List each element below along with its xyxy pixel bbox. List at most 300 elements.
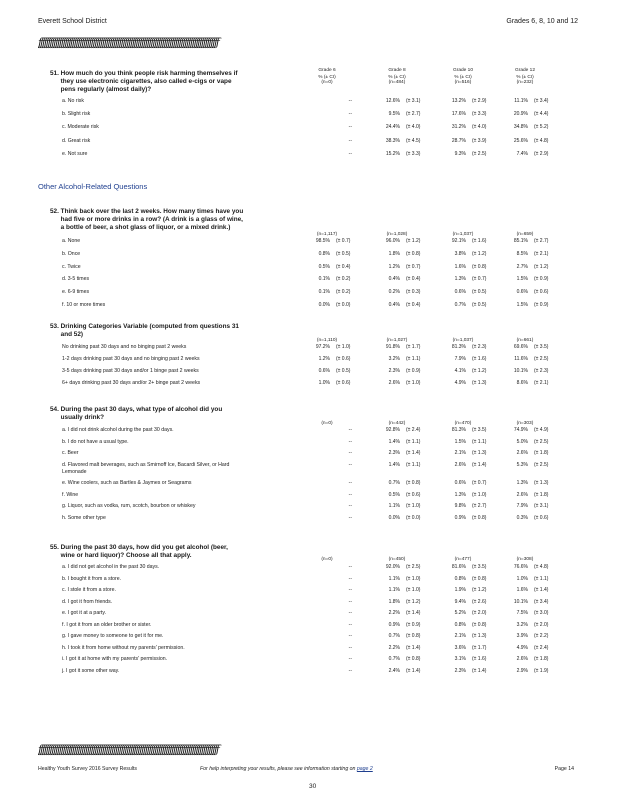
grade-value: 2.1% (454, 633, 466, 639)
grade6-value: -- (348, 633, 352, 639)
grade-value: 2.9% (516, 667, 528, 674)
grade-value: 81.3% (451, 344, 466, 350)
header-rule: ƒƒƒƒƒƒƒƒƒƒƒƒƒƒƒƒƒƒƒƒƒƒƒƒƒƒƒƒƒƒƒƒƒƒƒƒƒƒƒƒƒƒƒƒƒƒƒƒƒƒƒƒƒƒƒƒƒƒƒƒƒƒƒƒƒƒƒƒƒƒƒƒƒƒƒƒƒƒƒƒƒƒƒƒƒƒƒƒƒƒƒƒƒƒƒƒ (38, 37, 218, 49)
grade-value: 2.3% (388, 450, 400, 456)
grade-ci: (± 3.0) (534, 610, 549, 616)
q51-option-label: e. Not sure (62, 150, 88, 157)
grade-ci: (± 0.0) (336, 302, 351, 308)
grade-ci: (± 1.6) (472, 656, 487, 662)
q52-n-count: (n=659) (516, 232, 534, 237)
grade-ci: (± 0.9) (534, 302, 549, 308)
grade-value: 0.7% (388, 480, 400, 486)
q51-question-text: 51. How much do you think people risk harming themselves if they use electronic cigarettes, also called e-cigs or vape pens regularly (almost daily)? (50, 70, 238, 93)
grade-value: 0.7% (388, 633, 400, 639)
district-header: Everett School District (38, 18, 107, 25)
grade-value: 9.3% (454, 150, 466, 157)
q55-n-count: (n=0) (321, 557, 333, 562)
pct-label: % (± CI) (454, 75, 472, 80)
q53-n-count: (n=1,027) (386, 338, 408, 343)
grades-header: Grades 6, 8, 10 and 12 (506, 18, 578, 25)
grade-ci: (± 4.0) (472, 124, 487, 131)
q54-option-label: d. Flavored malt beverages, such as Smirnoff Ice, Bacardi Silver, or Hard (62, 461, 230, 468)
grade-value: 1.3% (454, 491, 466, 498)
grade-value: 85.1% (513, 238, 528, 244)
grade-ci: (± 0.7) (406, 263, 421, 270)
grade-ci: (± 0.8) (472, 575, 487, 582)
grade-ci: (± 2.9) (534, 150, 549, 157)
grade-ci: (± 1.4) (406, 450, 421, 456)
grade-ci: (± 0.5) (336, 368, 351, 374)
grade-ci: (± 2.5) (534, 438, 549, 445)
grade-value: 7.9% (516, 503, 528, 509)
q53-option-label: 1-2 days drinking past 30 days and no binging past 2 weeks (62, 356, 200, 362)
grade-value: 2.3% (454, 667, 466, 674)
grade-value: 92.1% (451, 238, 466, 244)
grade-ci: (± 1.3) (472, 450, 487, 456)
grade-ci: (± 1.4) (472, 667, 487, 674)
grade-ci: (± 3.5) (472, 427, 487, 433)
q51-option-label: d. Great risk (62, 137, 91, 144)
grade-value: 24.4% (385, 124, 400, 131)
grade-value: 17.6% (451, 111, 466, 118)
grade-value: 0.8% (454, 575, 466, 582)
grade-ci: (± 2.9) (472, 98, 487, 104)
grade6-value: -- (348, 610, 352, 616)
grade-ci: (± 5.2) (534, 124, 549, 131)
pct-label: % (± CI) (318, 75, 336, 80)
grade-ci: (± 3.3) (406, 150, 421, 157)
grade-ci: (± 1.1) (406, 438, 421, 445)
q55-option-label: e. I got it at a party. (62, 610, 107, 616)
grade-ci: (± 1.2) (472, 587, 487, 593)
grade-value: 2.6% (388, 380, 400, 386)
grade-value: 4.1% (454, 368, 466, 374)
q54-n-count: (n=442) (388, 421, 406, 426)
grade-ci: (± 1.0) (472, 491, 487, 498)
q52-option-label: d. 3-5 times (62, 276, 90, 283)
grade-value: 1.4% (388, 461, 400, 468)
grade-value: 0.6% (454, 289, 466, 296)
grade-value: 4.9% (454, 380, 466, 386)
grade-ci: (± 0.5) (336, 250, 351, 257)
grade-value: 9.8% (454, 503, 466, 509)
q53-option-label: 6+ days drinking past 30 days and/or 2+ binge past 2 weeks (62, 380, 201, 386)
q55-n-count: (n=308) (516, 557, 534, 562)
grade-ci: (± 3.5) (534, 344, 549, 350)
grade6-value: -- (348, 621, 352, 628)
grade-ci: (± 1.0) (406, 380, 421, 386)
q51-n-count: (n=0) (321, 80, 333, 85)
grade-value: 11.6% (514, 356, 528, 362)
grade-value: 0.9% (454, 514, 466, 521)
grade-value: 2.7% (516, 263, 528, 270)
q53-n-count: (n=1,110) (316, 338, 338, 343)
grade-ci: (± 1.2) (534, 263, 549, 270)
grade-ci: (± 2.5) (534, 356, 549, 362)
grade-ci: (± 1.1) (534, 575, 549, 582)
grade-ci: (± 4.0) (406, 124, 421, 131)
grade-value: 0.2% (388, 289, 400, 296)
grade-value: 1.8% (388, 250, 400, 257)
grade-ci: (± 4.9) (534, 427, 549, 433)
grade-value: 92.0% (385, 564, 400, 570)
footer-page-label: Page 14 (554, 766, 574, 772)
q53-option-label: 3-5 days drinking past 30 days and/or 1 binge past 2 weeks (62, 368, 199, 374)
grade-ci: (± 0.8) (406, 480, 421, 486)
q51-n-count: (n=232) (516, 80, 534, 85)
grade-ci: (± 1.7) (472, 644, 487, 651)
grade-value: 0.4% (388, 302, 400, 308)
q55-option-label: d. I got it from friends. (62, 598, 113, 605)
grade-ci: (± 0.4) (406, 302, 421, 308)
grade-ci: (± 3.1) (406, 98, 421, 104)
grade-ci: (± 0.3) (406, 289, 421, 296)
grade-value: 81.3% (451, 427, 466, 433)
grade-value: 0.7% (454, 302, 466, 308)
grade-value: 0.7% (388, 656, 400, 662)
grade-ci: (± 2.5) (534, 461, 549, 468)
grade-value: 2.2% (388, 610, 400, 616)
grade-value: 2.6% (516, 491, 528, 498)
grade-ci: (± 0.8) (406, 633, 421, 639)
grade-value: 5.0% (516, 438, 528, 445)
grade-value: 69.6% (513, 344, 528, 350)
q55-option-label: h. I took it from home without my parents' permission. (62, 644, 185, 651)
grade-value: 0.1% (318, 289, 330, 296)
grade-ci: (± 1.3) (534, 480, 549, 486)
q54-n-count: (n=0) (321, 421, 333, 426)
q54-option-label: f. Wine (62, 491, 79, 498)
grade-ci: (± 0.8) (406, 250, 421, 257)
grade-ci: (± 0.7) (472, 276, 487, 283)
grade-ci: (± 2.7) (534, 238, 549, 244)
q55-option-label: b. I bought it from a store. (62, 575, 122, 582)
grade6-value: -- (348, 427, 352, 433)
grade-ci: (± 1.8) (534, 450, 549, 456)
grade-ci: (± 1.4) (534, 587, 549, 593)
q53-option-label: No drinking past 30 days and no binging past 2 weeks (62, 344, 187, 350)
grade-ci: (± 1.6) (472, 356, 487, 362)
grade-ci: (± 2.4) (534, 644, 549, 651)
grade-ci: (± 4.8) (534, 137, 549, 144)
grade6-value: -- (348, 124, 352, 131)
grade-value: 2.6% (516, 450, 528, 456)
grade-ci: (± 1.8) (534, 656, 549, 662)
grade-ci: (± 0.9) (406, 368, 421, 374)
grade-ci: (± 2.6) (472, 598, 487, 605)
q51-option-label: b. Slight risk (62, 111, 91, 118)
grade-value: 1.5% (516, 302, 528, 308)
grade-value: 1.6% (454, 263, 466, 270)
grade-value: 0.6% (454, 480, 466, 486)
grade-value: 2.2% (388, 644, 400, 651)
pct-label: % (± CI) (388, 75, 406, 80)
q52-option-label: c. Twice (62, 263, 81, 270)
grade-value: 20.9% (513, 111, 528, 118)
q55-option-label: g. I gave money to someone to get it for me. (62, 633, 164, 639)
grade-value: 25.6% (513, 137, 528, 144)
grade-ci: (± 2.5) (406, 564, 421, 570)
grade-value: 12.6% (385, 98, 400, 104)
grade-value: 9.5% (388, 111, 400, 118)
grade-value: 1.1% (388, 503, 400, 509)
grade-value: 74.9% (513, 427, 528, 433)
q54-n-count: (n=303) (516, 421, 534, 426)
grade-ci: (± 1.0) (406, 575, 421, 582)
grade-value: 0.0% (388, 514, 400, 521)
q51-n-count: (n=516) (454, 80, 472, 85)
grade-ci: (± 0.8) (472, 263, 487, 270)
grade-value: 4.9% (516, 644, 528, 651)
grade-value: 3.2% (388, 356, 400, 362)
q52-n-count: (n=1,117) (316, 232, 338, 237)
grade-value: 3.9% (516, 633, 528, 639)
grade6-value: -- (348, 491, 352, 498)
grade-header: Grade 10 (452, 68, 473, 73)
grade-value: 3.1% (454, 656, 466, 662)
q52-option-label: e. 6-9 times (62, 289, 90, 296)
grade-ci: (± 0.8) (472, 621, 487, 628)
grade6-value: -- (348, 667, 352, 674)
grade-value: 1.4% (388, 438, 400, 445)
grade-ci: (± 2.3) (534, 368, 549, 374)
grade-value: 3.6% (454, 644, 466, 651)
q54-option-label: g. Liquor, such as vodka, rum, scotch, bourbon or whiskey (62, 503, 196, 509)
grade-ci: (± 1.0) (336, 344, 351, 350)
grade-value: 2.6% (516, 656, 528, 662)
grade-ci: (± 0.0) (406, 514, 421, 521)
grade-ci: (± 1.4) (406, 644, 421, 651)
grade6-value: -- (348, 575, 352, 582)
q53-question-text: 53. Drinking Categories Variable (computed from questions 31 and 52) (50, 323, 239, 338)
grade-ci: (± 2.1) (534, 250, 549, 257)
grade-value: 0.8% (454, 621, 466, 628)
grade-ci: (± 0.4) (336, 263, 351, 270)
grade-value: 38.3% (385, 137, 400, 144)
grade-ci: (± 2.7) (406, 111, 421, 118)
q53-n-count: (n=1,037) (452, 338, 474, 343)
grade-header: Grade 8 (388, 68, 406, 73)
q52-option-label: f. 10 or more times (62, 302, 106, 308)
grade6-value: -- (348, 150, 352, 157)
grade-ci: (± 1.1) (406, 356, 421, 362)
grade-ci: (± 1.8) (534, 491, 549, 498)
q53-n-count: (n=661) (516, 338, 534, 343)
grade6-value: -- (348, 137, 352, 144)
q54-option-label-cont: Lemonade (62, 468, 87, 475)
grade-value: 10.1% (513, 598, 528, 605)
q55-question-text: 55. During the past 30 days, how did you get alcohol (beer, wine or hard liquor)? Choose all that apply. (50, 544, 228, 559)
grade-value: 0.3% (516, 514, 528, 521)
grade-value: 0.9% (388, 621, 400, 628)
grade-ci: (± 1.7) (406, 344, 421, 350)
q55-option-label: f. I got it from an older brother or sister. (62, 621, 152, 628)
grade-value: 31.2% (451, 124, 466, 131)
grade-ci: (± 2.7) (472, 503, 487, 509)
grade-ci: (± 0.6) (534, 514, 549, 521)
grade6-value: -- (348, 564, 352, 570)
grade-ci: (± 1.2) (472, 368, 487, 374)
grade-value: 0.8% (318, 250, 330, 257)
grade-ci: (± 1.3) (472, 380, 487, 386)
grade-ci: (± 1.0) (406, 587, 421, 593)
grade-value: 1.3% (516, 480, 528, 486)
grade-value: 28.7% (451, 137, 466, 144)
grade-ci: (± 1.2) (406, 598, 421, 605)
grade-value: 2.1% (454, 450, 466, 456)
grade-value: 0.5% (388, 491, 400, 498)
grade6-value: -- (348, 111, 352, 118)
grade-ci: (± 0.8) (472, 514, 487, 521)
grade-value: 3.2% (516, 621, 528, 628)
grade-value: 13.2% (451, 98, 466, 104)
grade-value: 91.8% (385, 344, 400, 350)
q55-option-label: j. I got it some other way. (62, 667, 120, 674)
grade-ci: (± 0.9) (534, 276, 549, 283)
grade-ci: (± 1.4) (406, 610, 421, 616)
grade-ci: (± 3.1) (534, 503, 549, 509)
grade-ci: (± 1.0) (406, 503, 421, 509)
grade-value: 0.1% (318, 276, 330, 283)
footer-rule: ƒƒƒƒƒƒƒƒƒƒƒƒƒƒƒƒƒƒƒƒƒƒƒƒƒƒƒƒƒƒƒƒƒƒƒƒƒƒƒƒƒƒƒƒƒƒƒƒƒƒƒƒƒƒƒƒƒƒƒƒƒƒƒƒƒƒƒƒƒƒƒƒƒƒƒƒƒƒƒƒƒƒƒƒƒƒƒƒƒƒƒƒƒƒƒƒ (38, 744, 218, 756)
grade-ci: (± 1.6) (472, 238, 487, 244)
grade-ci: (± 2.4) (406, 427, 421, 433)
grade-ci: (± 2.0) (534, 621, 549, 628)
q55-option-label: i. I got it at home with my parents' permission. (62, 656, 168, 662)
grade-value: 7.5% (516, 610, 528, 616)
grade-value: 1.8% (388, 598, 400, 605)
grade-value: 7.9% (454, 356, 466, 362)
grade-ci: (± 4.8) (534, 564, 549, 570)
q54-option-label: e. Wine coolers, such as Bartles & Jaymes or Seagrams (62, 480, 192, 486)
grade-header: Grade 6 (318, 68, 336, 73)
q52-n-count: (n=1,028) (386, 232, 408, 237)
grade-value: 0.5% (318, 263, 330, 270)
q54-option-label: b. I do not have a usual type. (62, 438, 129, 445)
footer-help-label: For help interpreting your results, please see information starting on (200, 766, 356, 772)
grade-ci: (± 3.9) (472, 137, 487, 144)
grade-value: 8.5% (516, 250, 528, 257)
grade-value: 9.4% (454, 598, 466, 605)
q54-n-count: (n=470) (454, 421, 472, 426)
grade-ci: (± 0.6) (336, 380, 351, 386)
grade-header: Grade 12 (514, 68, 535, 73)
grade-value: 76.6% (513, 564, 528, 570)
q55-n-count: (n=477) (454, 557, 472, 562)
grade-ci: (± 0.7) (472, 480, 487, 486)
grade-value: 98.5% (315, 238, 330, 244)
grade-value: 92.8% (385, 427, 400, 433)
grade-value: 34.8% (513, 124, 528, 131)
q55-n-count: (n=450) (388, 557, 406, 562)
grade-ci: (± 2.0) (472, 610, 487, 616)
grade-value: 1.3% (454, 276, 466, 283)
grade-value: 1.2% (388, 263, 400, 270)
q52-option-label: b. Once (62, 250, 81, 257)
grade-ci: (± 0.8) (406, 656, 421, 662)
grade-value: 2.4% (388, 667, 400, 674)
grade-ci: (± 1.1) (406, 461, 421, 468)
grade-value: 97.2% (315, 344, 330, 350)
grade-ci: (± 0.4) (406, 276, 421, 283)
grade6-value: -- (348, 480, 352, 486)
grade-value: 11.1% (514, 98, 528, 104)
grade-ci: (± 0.5) (472, 302, 487, 308)
q54-question-text: 54. During the past 30 days, what type of alcohol did you usually drink? (50, 406, 223, 421)
grade-ci: (± 1.3) (472, 633, 487, 639)
footer-help-text (200, 766, 373, 772)
grade-ci: (± 1.4) (472, 461, 487, 468)
grade-ci: (± 0.2) (336, 276, 351, 283)
grade-ci: (± 1.1) (472, 438, 487, 445)
section-title: Other Alcohol-Related Questions (38, 182, 148, 191)
grade6-value: -- (348, 98, 352, 104)
grade-value: 0.4% (388, 276, 400, 283)
grade-ci: (± 4.4) (534, 111, 549, 118)
grade-ci: (± 1.9) (534, 667, 549, 674)
grade-ci: (± 0.7) (336, 238, 351, 244)
grade-value: 5.2% (454, 610, 466, 616)
grade6-value: -- (348, 656, 352, 662)
grade-ci: (± 0.5) (472, 289, 487, 296)
grade6-value: -- (348, 514, 352, 521)
grade-value: 2.6% (454, 461, 466, 468)
grade-ci: (± 3.4) (534, 98, 549, 104)
grade-value: 10.1% (513, 368, 528, 374)
q51-n-count: (n=484) (388, 80, 406, 85)
grade6-value: -- (348, 438, 352, 445)
grade-value: 1.2% (318, 356, 330, 362)
q51-option-label: a. No risk (62, 98, 84, 104)
grade-value: 1.6% (516, 587, 528, 593)
grade-value: 96.0% (385, 238, 400, 244)
grade6-value: -- (348, 644, 352, 651)
grade-value: 0.6% (516, 289, 528, 296)
grade-value: 15.2% (385, 150, 400, 157)
pct-label: % (± CI) (516, 75, 534, 80)
grade-value: 2.3% (388, 368, 400, 374)
q54-option-label: h. Some other type (62, 514, 106, 521)
grade-ci: (± 2.5) (472, 150, 487, 157)
page-2-link[interactable]: page 2 (356, 766, 373, 772)
grade-ci: (± 0.9) (406, 621, 421, 628)
page-number: 30 (309, 783, 317, 790)
grade-ci: (± 3.4) (534, 598, 549, 605)
grade6-value: -- (348, 503, 352, 509)
grade-value: 1.0% (318, 380, 330, 386)
q51-option-label: c. Moderate risk (62, 124, 99, 131)
q54-option-label: a. I did not drink alcohol during the past 30 days. (62, 427, 174, 433)
grade-ci: (± 2.2) (534, 633, 549, 639)
grade-ci: (± 0.2) (336, 289, 351, 296)
footer-survey-title: Healthy Youth Survey 2016 Survey Results (38, 766, 137, 772)
q55-option-label: c. I stole it from a store. (62, 587, 116, 593)
grade-value: 1.1% (388, 575, 400, 582)
grade-ci: (± 0.6) (336, 356, 351, 362)
grade-ci: (± 2.1) (534, 380, 549, 386)
grade-value: 5.3% (516, 461, 528, 468)
grade-value: 3.8% (454, 250, 466, 257)
grade-ci: (± 1.2) (406, 238, 421, 244)
grade6-value: -- (348, 587, 352, 593)
grade-ci: (± 0.6) (406, 491, 421, 498)
grade6-value: -- (348, 450, 352, 456)
grade-ci: (± 1.4) (406, 667, 421, 674)
grade-value: 8.6% (516, 380, 528, 386)
grade-ci: (± 1.2) (472, 250, 487, 257)
grade6-value: -- (348, 598, 352, 605)
grade-ci: (± 2.3) (472, 344, 487, 350)
